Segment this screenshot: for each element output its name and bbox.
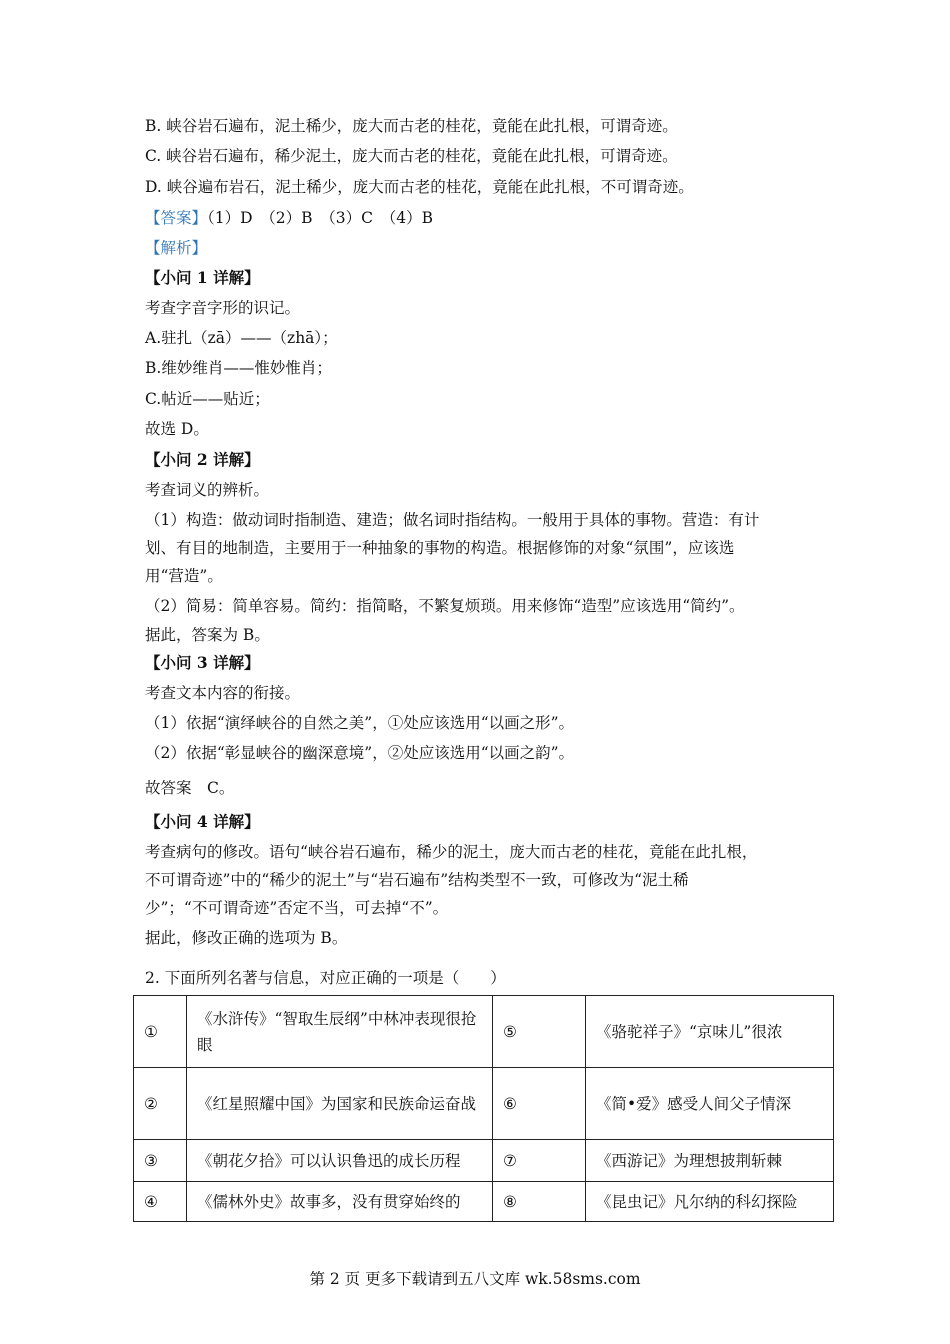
q2-line: 考查词义的辨析。 — [145, 481, 270, 499]
q3-line: （1）依据“演绎峡谷的自然之美”，①处应该选用“以画之形”。 — [145, 714, 575, 732]
q2-line: （2）简易：简单容易。简约：指简略，不繁复烦琐。用来修饰“造型”应该选用“简约”。 — [145, 597, 745, 615]
q4-line: 不可谓奇迹”中的“稀少的泥土”与“岩石遍布”结构类型不一致，可修改为“泥土稀 — [145, 871, 689, 889]
q3-line: （2）依据“彰显峡谷的幽深意境”，②处应该选用“以画之韵”。 — [145, 744, 575, 762]
q2-heading: 【小问 2 详解】 — [145, 450, 260, 469]
q4-line: 少”；“不可谓奇迹”否定不当，可去掉“不”。 — [145, 899, 449, 917]
q1-line: B.维妙维肖——惟妙惟肖； — [145, 359, 332, 377]
table-cell-number: ④ — [134, 1182, 187, 1222]
option-d: D. 峡谷遍布岩石，泥土稀少，庞大而古老的桂花，竟能在此扎根，不可谓奇迹。 — [145, 178, 694, 196]
q1-line: C.帖近——贴近； — [145, 390, 270, 408]
q2-line: 据此，答案为 B。 — [145, 626, 270, 644]
novel-info-table — [133, 995, 834, 1222]
table-cell-number: ⑤ — [493, 996, 586, 1068]
table-cell-number: ⑧ — [493, 1182, 586, 1222]
table-cell-number: ③ — [134, 1140, 187, 1182]
q1-line: 考查字音字形的识记。 — [145, 299, 301, 317]
q3-line: 考查文本内容的衔接。 — [145, 684, 301, 702]
table-cell-text: 《简•爱》感受人间父子情深 — [586, 1068, 834, 1140]
table-row — [134, 1140, 834, 1182]
q3-line: 故答案 C。 — [145, 779, 235, 797]
page-footer: 第 2 页 更多下载请到五八文库 wk.58sms.com — [309, 1270, 641, 1288]
q4-line: 据此，修改正确的选项为 B。 — [145, 929, 348, 947]
table-row — [134, 996, 834, 1068]
q1-heading: 【小问 1 详解】 — [145, 268, 260, 287]
q2-line: 划、有目的地制造，主要用于一种抽象的事物的构造。根据修饰的对象“氛围”，应该选 — [145, 539, 735, 557]
q1-line: 故选 D。 — [145, 420, 209, 438]
table-row — [134, 1182, 834, 1222]
q4-heading: 【小问 4 详解】 — [145, 812, 260, 831]
question-2-stem: 2. 下面所列名著与信息，对应正确的一项是（ ） — [145, 969, 506, 987]
table-cell-text: 《西游记》为理想披荆斩棘 — [586, 1140, 834, 1182]
table-cell-number: ⑥ — [493, 1068, 586, 1140]
table-cell-text: 《儒林外史》故事多，没有贯穿始终的 — [187, 1182, 493, 1222]
answer-text: （1）D （2）B （3）C （4）B — [207, 209, 434, 227]
table-row — [134, 1068, 834, 1140]
table-cell-text: 《骆驼祥子》“京味儿”很浓 — [586, 996, 834, 1068]
q2-line: （1）构造：做动词时指制造、建造；做名词时指结构。一般用于具体的事物。营造：有计 — [145, 511, 760, 529]
q2-line: 用“营造”。 — [145, 567, 223, 585]
table-cell-number: ⑦ — [493, 1140, 586, 1182]
table-cell-number: ② — [134, 1068, 187, 1140]
table-cell-number: ① — [134, 996, 187, 1068]
analysis-label: 【解析】 — [145, 239, 208, 257]
option-b: B. 峡谷岩石遍布，泥土稀少，庞大而古老的桂花，竟能在此扎根，可谓奇迹。 — [145, 117, 678, 135]
option-c: C. 峡谷岩石遍布，稀少泥土，庞大而古老的桂花，竟能在此扎根，可谓奇迹。 — [145, 147, 678, 165]
table-cell-text: 《水浒传》“智取生辰纲”中林冲表现很抢眼 — [187, 996, 493, 1068]
q1-line: A.驻扎（zā）——（zhā）； — [145, 329, 338, 347]
table-cell-text: 《朝花夕拾》可以认识鲁迅的成长历程 — [187, 1140, 493, 1182]
table-cell-text: 《昆虫记》凡尔纳的科幻探险 — [586, 1182, 834, 1222]
table-cell-text: 《红星照耀中国》为国家和民族命运奋战 — [187, 1068, 493, 1140]
answer-label: 【答案】 — [145, 209, 208, 227]
q3-heading: 【小问 3 详解】 — [145, 653, 260, 672]
q4-line: 考查病句的修改。语句“峡谷岩石遍布，稀少的泥土，庞大而古老的桂花，竟能在此扎根， — [145, 843, 758, 861]
answer-line — [145, 207, 433, 229]
